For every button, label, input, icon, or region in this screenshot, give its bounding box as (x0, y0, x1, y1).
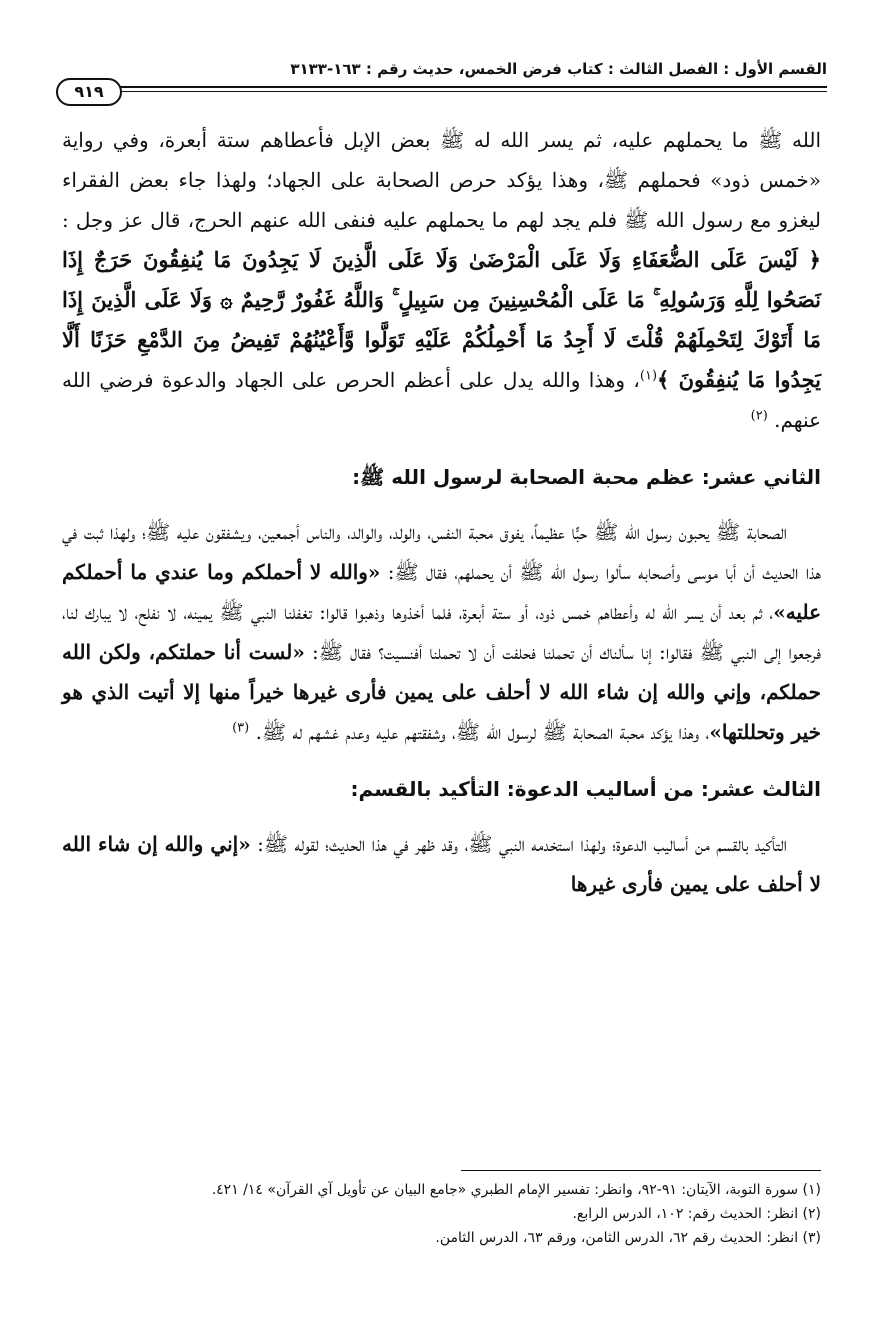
paragraph-2 (62, 512, 821, 752)
paragraph-2-text-c: ، ثم بعد أن يسر الله له وأعطاهم خمس ذود، أو ستة أبعرة، فلما أخذوها وذهبوا قالوا: تغفلنا النبي ﷺ يمينه، لا نفلح، لا يبارك لنا، فرجعوا إلى النبي ﷺ فقالوا: إنا سألناك أن تحملنا فحلفت أن لا تحملنا أفنسيت؟ فقال ﷺ: (62, 600, 822, 664)
quran-verse: ﴿ لَيْسَ عَلَى الضُّعَفَاءِ وَلَا عَلَى الْمَرْضَىٰ وَلَا عَلَى الَّذِينَ لَا يَجِدُونَ مَا يُنفِقُونَ حَرَجٌ إِذَا نَصَحُوا لِلَّهِ وَرَسُولِهِ ۚ مَا عَلَى الْمُحْسِنِينَ مِن سَبِيلٍ ۚ وَاللَّهُ غَفُورٌ رَّحِيمٌ ۞ وَلَا عَلَى الَّذِينَ إِذَا مَا أَتَوْكَ لِتَحْمِلَهُمْ قُلْتَ لَا أَجِدُ مَا أَحْمِلُكُمْ عَلَيْهِ تَوَلَّوا وَّأَعْيُنُهُمْ تَفِيضُ مِنَ الدَّمْعِ حَزَنًا أَلَّا يَجِدُوا مَا يُنفِقُونَ ﴾ (62, 247, 821, 392)
footnote-3: (٣) انظر: الحديث رقم ٦٢، الدرس الثامن، ورقم ٦٣، الدرس الثامن. (435, 1230, 821, 1246)
paragraph-3-text: التأكيد بالقسم من أساليب الدعوة؛ ولهذا استخدمه النبي ﷺ، وقد ظهر في هذا الحديث؛ لقوله ﷺ: (257, 832, 788, 856)
header-rule-thin (118, 91, 827, 92)
hadith-quote-2: «لست أنا حملتكم، ولكن الله حملكم، وإني والله إن شاء الله لا أحلف على يمين فأرى غيرها خيراً منها إلا أتيت الذي هو خير وتحللتها» (62, 640, 821, 744)
section-heading-12: الثاني عشر: عظم محبة الصحابة لرسول الله ﷺ: (352, 465, 821, 489)
footnotes (62, 1178, 821, 1250)
paragraph-2-text-a: الصحابة ﷺ يحبون رسول الله ﷺ حبًّا عظيماً، يفوق محبة النفس، والولد، والوالد، والناس أجمعين، ويشفقون عليه ﷺ؛ ولهذا ثبت في هذا الحديث أن أبا موسى وأصحابه سألوا رسول الله ﷺ أن يحملهم، فقال ﷺ: (62, 520, 821, 584)
footnote-1: (١) سورة التوبة، الآيتان: ٩١-٩٢، وانظر: تفسير الإمام الطبري «جامع البيان عن تأويل آي القرآن» ١٤/ ٤٢١. (211, 1182, 821, 1198)
paragraph-1-end: ، وهذا والله يدل على أعظم الحرص على الجهاد والدعوة فرضي الله عنهم. (62, 368, 821, 432)
footnote-separator (461, 1170, 821, 1171)
footnote-ref-2: (٢) (750, 408, 768, 424)
footnote-ref-3: (٣) (232, 720, 250, 736)
page-header (56, 58, 827, 100)
hadith-quote-3: «إني والله إن شاء الله لا أحلف على يمين فأرى غيرها (62, 832, 821, 896)
main-text (62, 120, 821, 904)
header-rule (118, 86, 827, 88)
page-number: ٩١٩ (56, 78, 122, 106)
footnote-2: (٢) انظر: الحديث رقم: ١٠٢، الدرس الرابع. (572, 1206, 821, 1222)
paragraph-1 (62, 120, 821, 440)
paragraph-3 (62, 824, 821, 904)
running-title: القسم الأول : الفصل الثالث : كتاب فرض الخمس، حديث رقم : ١٦٣-٣١٣٣ (290, 60, 827, 78)
footnote-ref-1: (١) (639, 368, 658, 384)
paragraph-2-text-e: ، وهذا يؤكد محبة الصحابة ﷺ لرسول الله ﷺ، وشفقتهم عليه وعدم غشهم له ﷺ. (255, 720, 710, 744)
hadith-quote-1: «والله لا أحملكم وما عندي ما أحملكم عليه» (62, 560, 821, 624)
paragraph-1-text: الله ﷺ ما يحملهم عليه، ثم يسر الله له ﷺ بعض الإبل فأعطاهم ستة أبعرة، وفي رواية «خمس ذود» فحملهم ﷺ، وهذا يؤكد حرص الصحابة على الجهاد؛ ولهذا جاء بعض الفقراء ليغزو مع رسول الله ﷺ فلم يجد لهم ما يحملهم عليه فنفى الله عنهم الحرج، قال عز وجل : (62, 128, 821, 232)
section-heading-13: الثالث عشر: من أساليب الدعوة: التأكيد بالقسم: (350, 777, 821, 801)
